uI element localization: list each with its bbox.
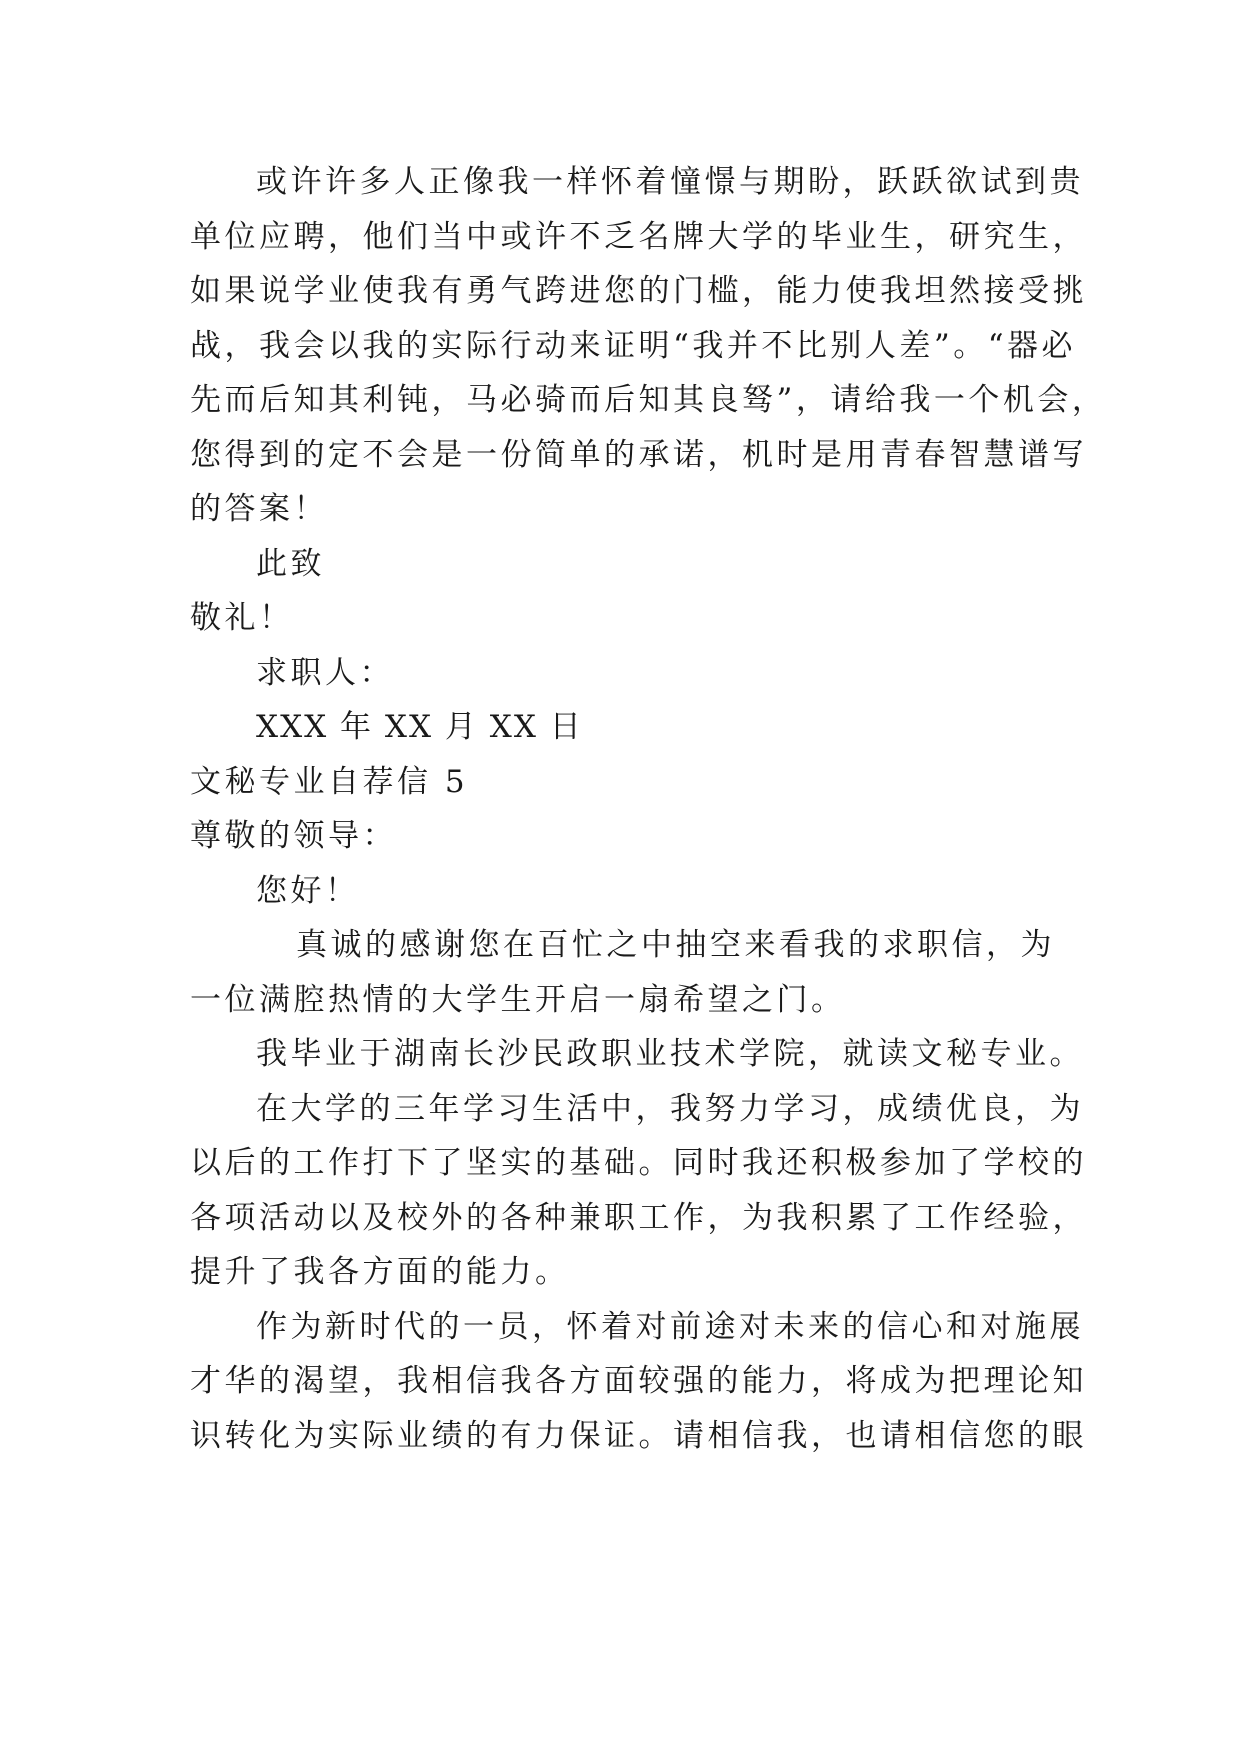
paragraph-line: 以后的工作打下了坚实的基础。同时我还积极参加了学校的	[190, 1145, 1087, 1181]
paragraph-line: 作为新时代的一员，怀着对前途对未来的信心和对施展	[256, 1309, 1084, 1345]
paragraph-line: 真诚的感谢您在百忙之中抽空来看我的求职信，为	[296, 927, 1055, 963]
section-title: 文秘专业自荐信 5	[190, 764, 469, 800]
greeting: 尊敬的领导：	[190, 818, 397, 854]
paragraph-line: 如果说学业使我有勇气跨进您的门槛，能力使我坦然接受挑	[190, 273, 1087, 309]
signature-label: 求职人：	[256, 655, 394, 691]
paragraph-line: 我毕业于湖南长沙民政职业技术学院，就读文秘专业。	[256, 1036, 1084, 1072]
paragraph-line: 一位满腔热情的大学生开启一扇希望之门。	[190, 982, 846, 1018]
paragraph-line: 提升了我各方面的能力。	[190, 1254, 570, 1290]
paragraph-line: 在大学的三年学习生活中，我努力学习，成绩优良，为	[256, 1091, 1084, 1127]
paragraph-line: 识转化为实际业绩的有力保证。请相信我，也请相信您的眼	[190, 1418, 1087, 1454]
paragraph-line: 才华的渴望，我相信我各方面较强的能力，将成为把理论知	[190, 1363, 1087, 1399]
paragraph-line: 您得到的定不会是一份简单的承诺，机时是用青春智慧谱写	[190, 437, 1087, 473]
paragraph-line: 先而后知其利钝，马必骑而后知其良驽”，请给我一个机会，	[190, 382, 1107, 418]
closing-salutation: 此致	[256, 546, 325, 582]
paragraph-line: 或许许多人正像我一样怀着憧憬与期盼，跃跃欲试到贵	[256, 164, 1084, 200]
closing-regards: 敬礼！	[190, 600, 294, 636]
signature-date: XXX 年 XX 月 XX 日	[256, 709, 583, 745]
paragraph-line: 单位应聘，他们当中或许不乏名牌大学的毕业生，研究生，	[190, 219, 1087, 255]
greeting-hello: 您好！	[256, 873, 360, 909]
paragraph-line: 的答案！	[190, 491, 328, 527]
paragraph-line: 各项活动以及校外的各种兼职工作，为我积累了工作经验，	[190, 1200, 1087, 1236]
paragraph-line: 战，我会以我的实际行动来证明“我并不比别人差”。“器必	[190, 328, 1077, 364]
